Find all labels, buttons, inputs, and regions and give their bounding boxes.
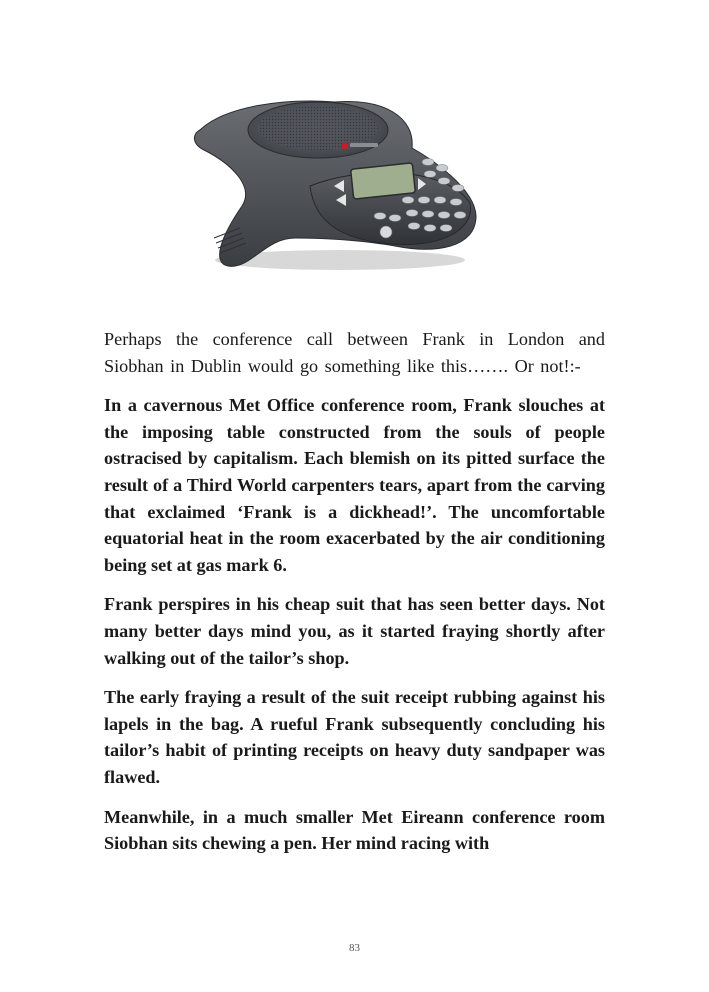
paragraph-intro: Perhaps the conference call between Frank in London and Siobhan in Dublin would go something like this……. Or not!:- [104, 329, 605, 376]
paragraph-cheap-suit: Frank perspires in his cheap suit that has seen better days. Not many better days mind you, as it started fraying shortly after walking out of the tailor’s shop. [104, 594, 605, 668]
page-number: 83 [349, 942, 360, 954]
conference-speakerphone-icon [190, 88, 480, 273]
body-text [104, 326, 605, 870]
paragraph-early-fraying: The early fraying a result of the suit receipt rubbing against his lapels in the bag. A rueful Frank subsequently concluding his tailor’s habit of printing receipts on heavy duty sandpaper was flawed. [104, 687, 605, 787]
paragraph-meanwhile: Meanwhile, in a much smaller Met Eireann conference room Siobhan sits chewing a pen. Her mind racing with [104, 806, 605, 854]
paragraph-conference-room: In a cavernous Met Office conference room, Frank slouches at the imposing table constructed from the souls of people ostracised by capitalism. Each blemish on its pitted surface the result of a Third World carpenters tears, apart from the carving that exclaimed ‘Frank is a dickhead!’. The uncomfortable equatorial heat in the room exacerbated by the air conditioning being set at gas mark 6. [104, 395, 605, 575]
conference-phone-figure [190, 88, 480, 273]
